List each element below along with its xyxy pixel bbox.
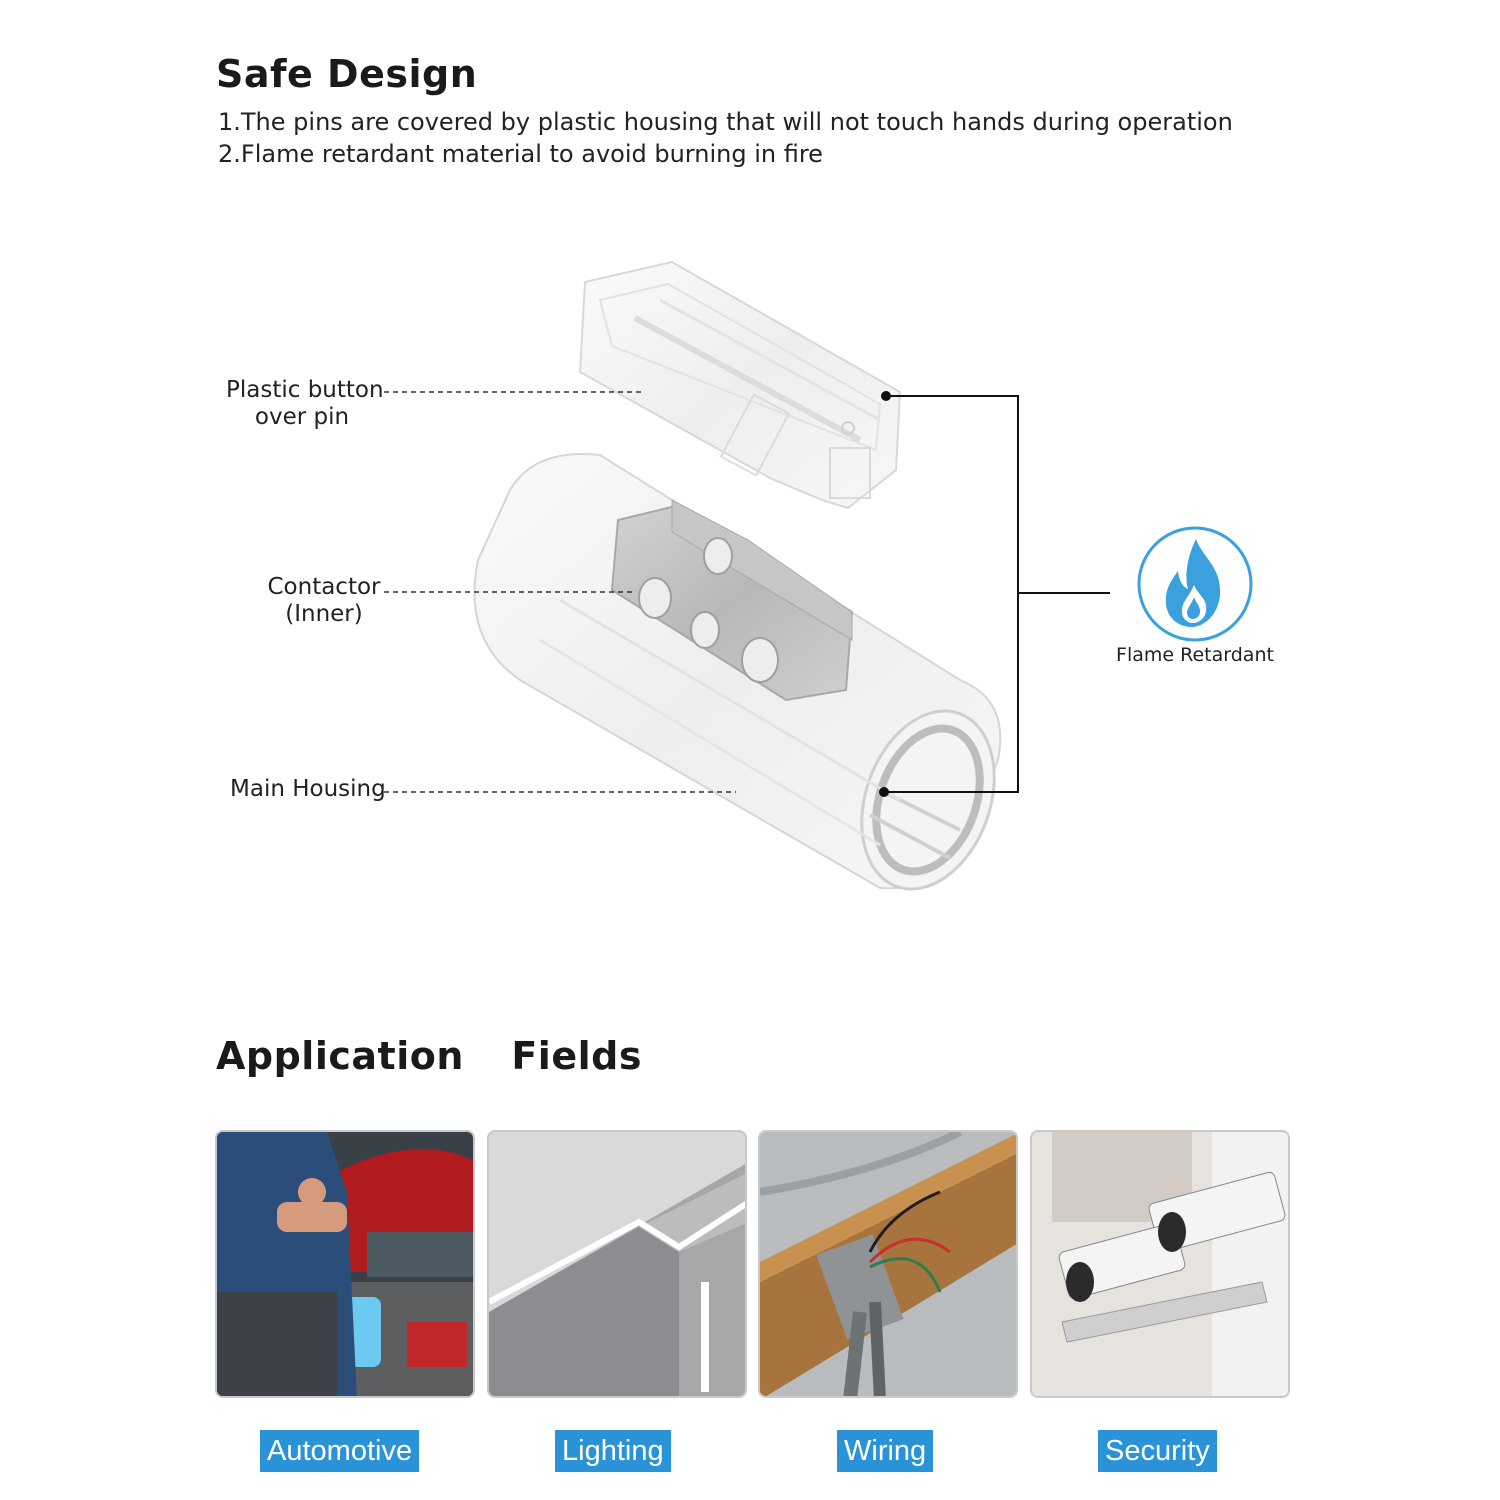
application-label-automotive: Automotive <box>260 1430 419 1472</box>
safe-design-point: 1.The pins are covered by plastic housing that will not touch hands during operation <box>218 108 1233 136</box>
callout-main-housing: Main Housing <box>230 776 386 802</box>
bracket-dot <box>881 391 891 401</box>
callout-plastic-button <box>226 377 384 431</box>
flame-icon <box>1136 525 1254 643</box>
bracket-dot <box>879 787 889 797</box>
application-label-wiring: Wiring <box>837 1430 933 1472</box>
callout-text: over pin <box>254 404 350 430</box>
application-image-automotive <box>215 1130 475 1398</box>
application-label-lighting: Lighting <box>555 1430 671 1472</box>
application-image-lighting <box>487 1130 747 1398</box>
flame-retardant-label: Flame Retardant <box>1116 644 1274 666</box>
plastic-button-part <box>580 262 900 508</box>
callout-contactor <box>266 574 382 628</box>
application-fields-title: Application Fields <box>216 1034 642 1078</box>
callout-text: (Inner) <box>285 601 363 627</box>
main-housing-part <box>475 454 1018 908</box>
application-image-wiring <box>758 1130 1018 1398</box>
application-label-security: Security <box>1098 1430 1217 1472</box>
callout-text: Contactor <box>267 574 381 600</box>
application-image-security <box>1030 1130 1290 1398</box>
safe-design-title: Safe Design <box>216 52 478 96</box>
callout-text: Plastic button <box>226 377 384 403</box>
safe-design-point: 2.Flame retardant material to avoid burning in fire <box>218 140 823 168</box>
